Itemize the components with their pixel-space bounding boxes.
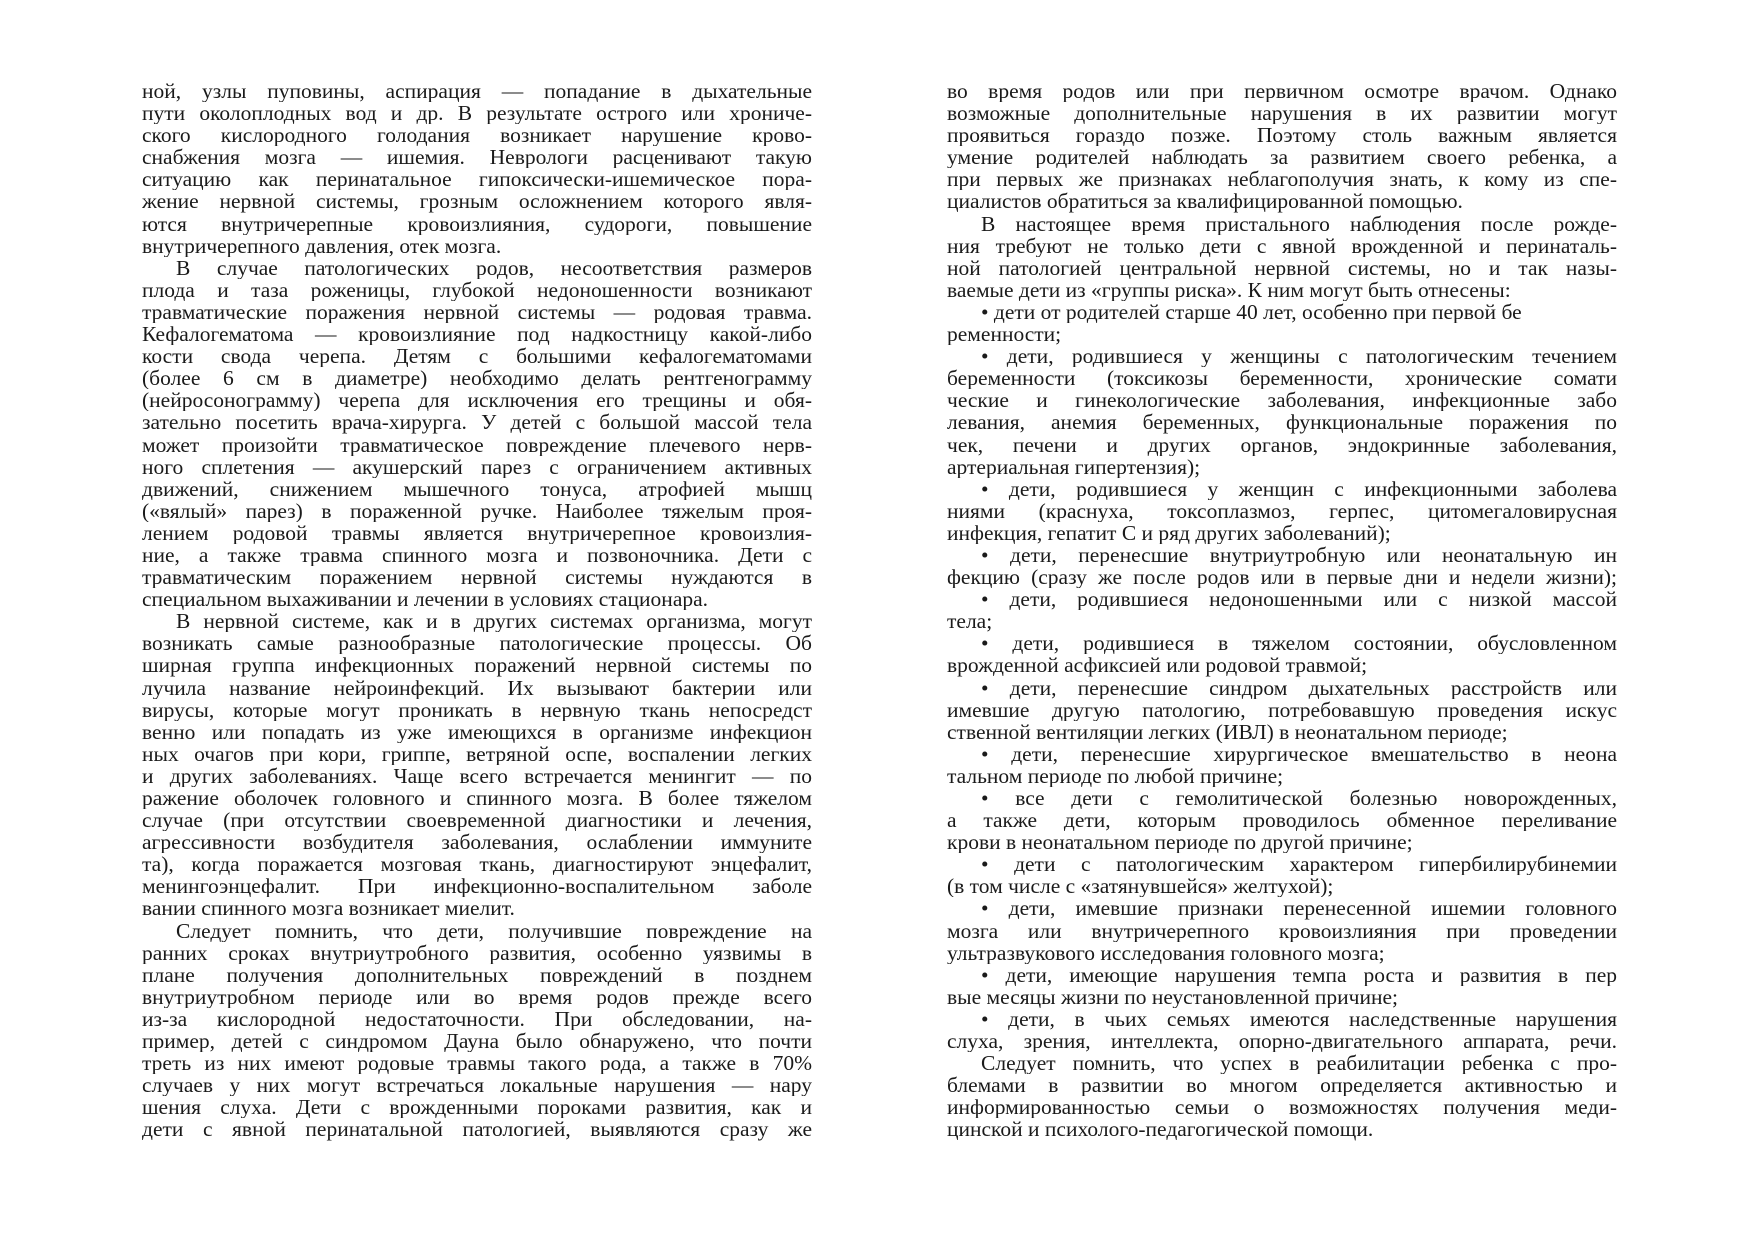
text-line: Следует помнить, что дети, получившие повреждение на — [176, 919, 812, 942]
text-line: • дети, родившиеся у женщины с патологическим течением — [981, 345, 1617, 368]
text-line: • дети, перенесшие внутриутробную или неонатальную ин — [981, 543, 1617, 567]
left-page — [142, 80, 812, 1141]
text-line: врожденной асфиксией или родовой травмой; — [947, 654, 1368, 677]
text-line: ширная группа инфекционных поражений нервной системы по — [142, 654, 812, 677]
text-line: слуха, зрения, интеллекта, опорно-двигательного аппарата, речи. — [947, 1030, 1617, 1053]
text-line: движений, снижением мышечного тонуса, атрофией мышц — [142, 477, 812, 500]
text-line: ного сплетения — акушерский парез с ограничением активных — [142, 455, 812, 478]
text-line: ния требуют не только дети с явной врожденной и перинаталь- — [947, 234, 1617, 257]
text-line: пример, детей с синдромом Дауна было обнаружено, что почти — [142, 1030, 812, 1053]
text-line: В настоящее время пристального наблюдения после рожде- — [981, 212, 1617, 235]
text-line: ние, а также травма спинного мозга и позвоночника. Дети с — [142, 543, 812, 567]
text-line: (более 6 см в диаметре) необходимо делать рентгенограмму — [142, 367, 812, 390]
text-line: снабжения мозга — ишемия. Неврологи расценивают такую — [142, 146, 812, 169]
text-line: тела; — [947, 610, 993, 633]
text-line: информированностью семьи о возможностях получения меди- — [947, 1096, 1617, 1119]
text-line: блемами в развитии во многом определяется активностью и — [947, 1074, 1617, 1097]
text-line: • дети, родившиеся недоношенными или с низкой массой — [981, 588, 1617, 611]
text-line: шения слуха. Дети с врожденными пороками развития, как и — [142, 1096, 812, 1119]
text-line: пути околоплодных вод и др. В результате острого или хрониче- — [142, 102, 812, 125]
text-line: может произойти травматическое повреждение плечевого нерв- — [142, 433, 812, 456]
text-line: • дети, перенесшие хирургическое вмешательство в неона — [981, 742, 1617, 765]
text-line: (в том числе с «затянувшейся» желтухой); — [947, 875, 1334, 898]
text-line: а также дети, которым проводилось обменное переливание — [947, 809, 1617, 832]
text-line: ситуацию как перинатальное гипоксически-ишемическое пора- — [142, 168, 812, 191]
text-line: фекцию (сразу же после родов или в первые дни и недели жизни); — [947, 566, 1617, 589]
text-line: ранних сроках внутриутробного развития, особенно уязвимы в — [142, 941, 812, 964]
text-line: ского кислородного голодания возникает нарушение крово- — [142, 124, 812, 147]
text-line: треть из них имеют родовые травмы такого рода, а также в 70% — [142, 1052, 812, 1075]
text-line: случае (при отсутствии своевременной диагностики и лечения, — [142, 809, 812, 832]
text-line: ческие и гинекологические заболевания, инфекционные забо — [947, 389, 1617, 412]
text-line: Следует помнить, что успех в реабилитации ребенка с про- — [981, 1052, 1617, 1075]
text-line: • дети от родителей старше 40 лет, особенно при первой бе — [981, 300, 1522, 324]
text-line: ственной вентиляции легких (ИВЛ) в неонатальном периоде; — [947, 720, 1508, 743]
text-line: вании спинного мозга возникает миелит. — [142, 897, 515, 920]
text-line: при первых же признаках неблагополучия знать, к кому из спе- — [947, 168, 1617, 191]
text-line: специальном выхаживании и лечении в условиях стационара. — [142, 588, 709, 611]
text-line: случаев у них могут встречаться локальные нарушения — нару — [142, 1074, 812, 1097]
text-line: венно или попадать из уже имеющихся в организме инфекцион — [142, 720, 812, 743]
text-line: возникать самые разнообразные патологические процессы. Об — [142, 632, 812, 655]
text-line: имевшие другую патологию, потребовавшую проведения искус — [947, 698, 1617, 721]
text-line: • дети, родившиеся в тяжелом состоянии, обусловленном — [981, 632, 1617, 655]
text-line: лучила название нейроинфекций. Их вызывают бактерии или — [142, 676, 812, 699]
text-line: В нервной системе, как и в других системах организма, могут — [176, 610, 812, 633]
text-line: беременности (токсикозы беременности, хронические сомати — [947, 367, 1617, 390]
text-line: ются внутричерепные кровоизлияния, судороги, повышение — [142, 212, 812, 235]
text-line: вые месяцы жизни по неустановленной причине; — [947, 985, 1398, 1008]
text-line: плода и таза роженицы, глубокой недоношенности возникают — [142, 278, 812, 301]
text-line: ных очагов при кори, гриппе, ветряной оспе, воспалении легких — [142, 742, 812, 765]
text-line: возможные дополнительные нарушения в их развитии могут — [947, 102, 1617, 125]
text-line: внутриутробном периоде или во время родов прежде всего — [142, 985, 812, 1008]
text-line: цинской и психолого-педагогической помощи. — [947, 1118, 1374, 1141]
text-line: агрессивности возбудителя заболевания, ослаблении иммуните — [142, 831, 812, 854]
text-line: инфекция, гепатит С и ряд других заболеваний); — [947, 521, 1391, 544]
text-line: тальном периоде по любой причине; — [947, 764, 1284, 787]
text-line: умение родителей наблюдать за развитием своего ребенка, а — [947, 146, 1617, 169]
text-line: кости свода черепа. Детям с большими кефалогематомами — [142, 345, 812, 368]
text-line: ваемые дети из «группы риска». К ним могут быть отнесены: — [947, 278, 1511, 301]
text-line: ременности; — [947, 323, 1062, 346]
text-line: ниями (краснуха, токсоплазмоз, герпес, цитомегаловирусная — [947, 499, 1617, 522]
text-line: мозга или внутричерепного кровоизлияния при проведении — [947, 919, 1617, 942]
text-line: В случае патологических родов, несоответствия размеров — [176, 256, 812, 279]
text-line: жение нервной системы, грозным осложнением которого явля- — [142, 190, 812, 213]
text-line: из-за кислородной недостаточности. При обследовании, на- — [142, 1007, 812, 1031]
text-line: проявиться гораздо позже. Поэтому столь важным является — [947, 124, 1617, 147]
text-line: травматические поражения нервной системы — родовая травма. — [142, 300, 812, 324]
text-line: • дети, перенесшие синдром дыхательных расстройств или — [981, 676, 1617, 699]
text-line: • дети, имеющие нарушения темпа роста и развития в пер — [981, 963, 1617, 986]
text-line: лением родовой травмы является внутричерепное кровоизлия- — [142, 521, 812, 544]
text-line: ультразвукового исследования головного мозга; — [947, 941, 1385, 964]
text-line: • все дети с гемолитической болезнью новорожденных, — [981, 787, 1617, 810]
text-line: артериальная гипертензия); — [947, 455, 1201, 478]
text-line: • дети, в чьих семьях имеются наследственные нарушения — [981, 1007, 1617, 1031]
text-line: левания, анемия беременных, функциональные поражения по — [947, 411, 1617, 434]
text-line: менингоэнцефалит. При инфекционно-воспалительном заболе — [142, 875, 812, 898]
text-line: плане получения дополнительных повреждений в позднем — [142, 963, 812, 986]
text-line: дети с явной перинатальной патологией, выявляются сразу же — [142, 1118, 812, 1141]
text-line: зательно посетить врача-хирурга. У детей с большой массой тела — [142, 411, 812, 434]
text-line: чек, печени и других органов, эндокринные заболевания, — [947, 433, 1617, 456]
text-line: и других заболеваниях. Чаще всего встречается менингит — по — [142, 764, 812, 787]
text-line: ражение оболочек головного и спинного мозга. В более тяжелом — [142, 787, 812, 810]
text-line: («вялый» парез) в пораженной ручке. Наиболее тяжелым проя- — [142, 499, 812, 522]
right-page — [947, 80, 1617, 1141]
text-line: ной, узлы пуповины, аспирация — попадание в дыхательные — [142, 80, 812, 103]
text-line: • дети, имевшие признаки перенесенной ишемии головного — [981, 897, 1617, 920]
text-line: (нейросонограмму) черепа для исключения его трещины и обя- — [142, 389, 812, 412]
text-line: циалистов обратиться за квалифицированной помощью. — [947, 190, 1463, 213]
text-line: ной патологией центральной нервной системы, но и так назы- — [947, 256, 1617, 279]
text-line: Кефалогематома — кровоизлияние под надкостницу какой-либо — [142, 323, 812, 346]
text-line: во время родов или при первичном осмотре врачом. Однако — [947, 80, 1617, 103]
text-line: внутричерепного давления, отек мозга. — [142, 234, 502, 257]
text-line: • дети, родившиеся у женщин с инфекционными заболева — [981, 477, 1617, 500]
text-line: та), когда поражается мозговая ткань, диагностируют энцефалит, — [142, 853, 812, 876]
text-line: вирусы, которые могут проникать в нервную ткань непосредст — [142, 698, 812, 721]
text-line: травматическим поражением нервной системы нуждаются в — [142, 566, 812, 589]
text-line: • дети с патологическим характером гипербилирубинемии — [981, 853, 1617, 876]
text-line: крови в неонатальном периоде по другой причине; — [947, 831, 1413, 854]
